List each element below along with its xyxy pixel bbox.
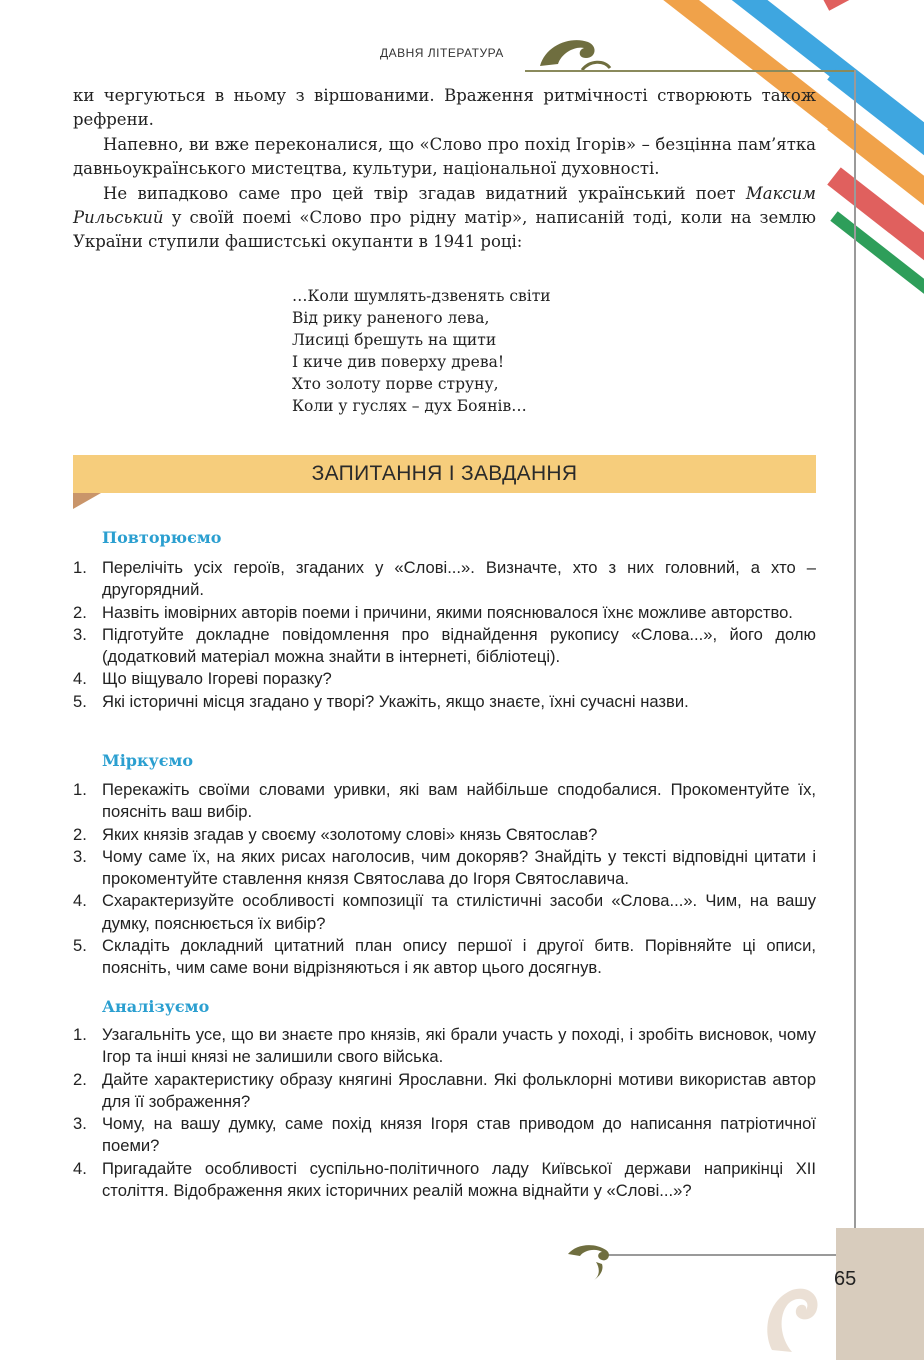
poem-line: Від рику раненого лева, (292, 309, 490, 327)
list-item (73, 1024, 816, 1069)
item-number: 5. (73, 936, 87, 956)
item-text: Перекажіть своїми словами уривки, які вам найбільше сподобалися. Прокоментуйте їх, поясніть ваш вибір. (102, 780, 816, 822)
stripe-red-top (819, 0, 924, 11)
item-number: 1. (73, 780, 87, 799)
section-banner (73, 455, 816, 493)
item-number: 2. (73, 824, 87, 844)
poet-name: Максим Рильський (73, 183, 816, 228)
side-tab (836, 1228, 924, 1360)
corner-ornament-icon (762, 1280, 826, 1358)
item-number: 3. (73, 846, 87, 866)
list-item (73, 824, 816, 846)
list-item (73, 602, 816, 624)
page-frame-right (854, 70, 856, 1255)
paragraph-3-start: Не випадково саме про цей твір згадав видатний український поет (103, 183, 746, 203)
item-number: 3. (73, 624, 87, 644)
item-text: Підготуйте докладне повідомлення про віднайдення рукопису «Слова...», його долю (додатковий матеріал можна знайти в інтернеті, бібліотеці). (102, 624, 816, 667)
poem-excerpt (292, 285, 551, 417)
subheading-reflect: Міркуємо (102, 751, 194, 770)
item-text: Узагальніть усе, що ви знаєте про князів, які брали участь у поході, і зробіть висновок, чому Ігор та інші князі не залишили свого війська. (102, 1025, 816, 1067)
list-item (73, 557, 816, 602)
list-item (73, 668, 816, 690)
page-number: 65 (834, 1268, 857, 1290)
item-text: Складіть докладний цитатний план опису першої і другої битв. Порівняйте ці описи, поясніть, чим саме вони відрізняються і як автор цього досягнув. (102, 936, 816, 978)
list-item (73, 935, 816, 980)
poem-line: Хто золоту порве струну, (292, 375, 499, 393)
item-number: 1. (73, 1025, 87, 1044)
paragraph-3-end: у своїй поемі «Слово про рідну матір», написаній тоді, коли на землю України ступили фашистські окупанти в 1941 році: (73, 208, 816, 252)
item-text: Пригадайте особливості суспільно-політичного ладу Київської держави наприкінці XII століття. Відображення яких історичних реалій можна віднайти у «Слові...»? (102, 1158, 816, 1201)
item-number: 5. (73, 691, 87, 711)
item-text: Схарактеризуйте особливості композиції та стилістичні засоби «Слова...». Чим, на вашу думку, пояснюється їх вибір? (102, 891, 816, 933)
question-list-reflect (73, 779, 816, 980)
question-list-repeat (73, 557, 816, 713)
running-title: ДАВНЯ ЛІТЕРАТУРА (380, 46, 504, 60)
subheading-analyze: Аналізуємо (102, 997, 210, 1016)
poem-line: …Коли шумлять-дзвенять світи (292, 287, 551, 305)
item-number: 1. (73, 558, 87, 577)
section-title: ЗАПИТАННЯ І ЗАВДАННЯ (311, 462, 578, 485)
item-text: Перелічіть усіх героїв, згаданих у «Слові...». Визначте, хто з них головний, а хто – другорядний. (102, 558, 816, 600)
list-item (73, 624, 816, 669)
item-text: Назвіть імовірних авторів поеми і причини, якими пояснювалося їхнє можливе авторство. (102, 602, 793, 622)
item-number: 2. (73, 1069, 87, 1089)
page-frame-bottom (600, 1254, 856, 1256)
list-item (73, 890, 816, 935)
list-item (73, 1069, 816, 1114)
item-text: Яких князів згадав у своєму «золотому слові» князь Святослав? (102, 824, 598, 844)
banner-fold (73, 493, 101, 509)
header-rule (525, 70, 855, 72)
poem-line: І киче див поверху древа! (292, 353, 505, 371)
item-text: Які історичні місця згадано у творі? Укажіть, якщо знаєте, їхні сучасні назви. (102, 691, 689, 711)
body-text (73, 84, 816, 255)
list-item (73, 691, 816, 713)
item-number: 4. (73, 669, 87, 689)
item-text: Чому, на вашу думку, саме похід князя Ігоря став приводом до написання патріотичної поеми? (102, 1114, 816, 1156)
question-list-analyze (73, 1024, 816, 1202)
item-number: 4. (73, 891, 87, 911)
paragraph-2: Напевно, ви вже переконалися, що «Слово про похід Ігорів» – безцінна пам’ятка давньоукраїнського мистецтва, культури, національної духовності. (73, 134, 816, 179)
item-number: 2. (73, 602, 87, 622)
poem-line: Коли у гуслях – дух Боянів… (292, 397, 527, 415)
list-item (73, 1113, 816, 1158)
subheading-repeat: Повторюємо (102, 528, 222, 547)
list-item (73, 779, 816, 824)
footer-ornament-icon (566, 1240, 616, 1282)
poem-line: Лисиці брешуть на щити (292, 331, 497, 349)
item-number: 4. (73, 1158, 87, 1178)
item-number: 3. (73, 1114, 87, 1134)
item-text: Що віщувало Ігореві поразку? (102, 669, 332, 689)
item-text: Дайте характеристику образу княгині Ярославни. Які фольклорні мотиви використав автор для її зображення? (102, 1069, 816, 1111)
list-item (73, 846, 816, 891)
list-item (73, 1158, 816, 1203)
paragraph-3 (73, 182, 816, 255)
item-text: Чому саме їх, на яких рисах наголосив, чим докоряв? Знайдіть у тексті відповідні цитати і прокоментуйте ставлення князя Святослава до Ігоря Святославича. (102, 846, 816, 889)
paragraph-1: ки чергуються в ньому з віршованими. Враження ритмічності створюють також рефрени. (73, 86, 816, 130)
